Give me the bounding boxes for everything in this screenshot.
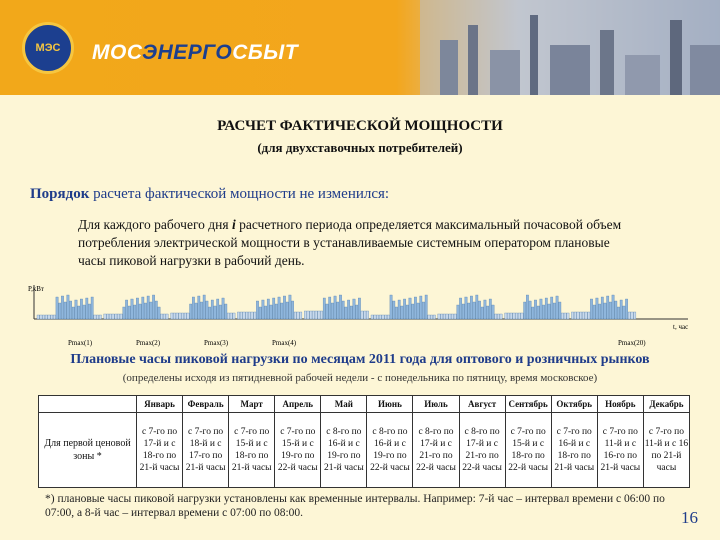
hour-bar (401, 306, 403, 319)
hour-bar (61, 296, 63, 319)
hour-bar (395, 307, 397, 319)
hour-bar (443, 314, 445, 319)
month-header: Январь (137, 396, 183, 413)
hour-bar (59, 303, 61, 319)
hour-bar (56, 297, 58, 319)
hour-bar (590, 299, 592, 319)
hour-bar (318, 311, 320, 319)
hour-bar (312, 311, 314, 319)
hour-bar (112, 314, 114, 319)
hour-bar (262, 300, 264, 319)
hour-bar (291, 301, 293, 319)
hour-bar (94, 315, 96, 319)
table-corner (39, 396, 137, 413)
hour-bar (310, 311, 312, 319)
hour-bar (337, 302, 339, 319)
pmax-label: Pmax(3) (204, 339, 229, 347)
hour-bar (222, 298, 224, 319)
pmax-label: Pmax(4) (272, 339, 297, 347)
hour-bar (553, 303, 555, 319)
hour-bar (109, 314, 111, 319)
hour-bar (545, 298, 547, 319)
hours-cell: с 7-го по 15-й и с 18-го по 22-й часы (505, 413, 551, 488)
hour-bar (267, 299, 269, 319)
hour-bar (382, 315, 384, 319)
hour-bar (484, 300, 486, 319)
hour-bar (609, 302, 611, 319)
hour-bar (457, 305, 459, 319)
hour-bar (115, 314, 117, 319)
month-header: Май (321, 396, 367, 413)
hour-bar (139, 304, 141, 319)
hour-bar (208, 307, 210, 319)
hour-bar (155, 301, 157, 319)
hour-bar (532, 307, 534, 319)
hour-bar (470, 296, 472, 319)
hour-bar (497, 314, 499, 319)
lead-sentence: Порядок расчета фактической мощности не изменился: (30, 186, 390, 202)
hour-bar (72, 307, 74, 319)
hour-bar (486, 306, 488, 319)
hour-bar (152, 295, 154, 319)
hour-bar (134, 305, 136, 319)
hour-bar (585, 312, 587, 319)
hour-bar (406, 305, 408, 319)
hour-bar (601, 297, 603, 319)
hour-bar (195, 303, 197, 319)
slide-title: РАСЧЕТ ФАКТИЧЕСКОЙ МОЩНОСТИ (217, 118, 503, 134)
hour-bar (534, 300, 536, 319)
hour-bar (64, 302, 66, 319)
hour-bar (571, 312, 573, 319)
hour-bar (40, 315, 42, 319)
hour-bar (270, 305, 272, 319)
hour-bar (307, 311, 309, 319)
hour-bar (529, 301, 531, 319)
hour-bar (526, 295, 528, 319)
hour-bar (371, 315, 373, 319)
hour-bar (353, 299, 355, 319)
hour-bar (251, 312, 253, 319)
hour-bar (128, 306, 130, 319)
month-header: Ноябрь (597, 396, 643, 413)
hour-bar (69, 301, 71, 319)
hour-bar (465, 297, 467, 319)
month-header: Февраль (183, 396, 229, 413)
hour-bar (99, 315, 101, 319)
hour-bar (120, 314, 122, 319)
hour-bar (574, 312, 576, 319)
hour-bar (540, 299, 542, 319)
hour-bar (428, 315, 430, 319)
hour-bar (176, 313, 178, 319)
month-header: Сентябрь (505, 396, 551, 413)
hour-bar (473, 302, 475, 319)
hours-cell: с 8-го по 17-й и с 21-го по 22-й часы (413, 413, 459, 488)
hour-bar (75, 300, 77, 319)
hour-bar (147, 296, 149, 319)
hour-bar (361, 311, 363, 319)
hour-bar (300, 312, 302, 319)
hour-bar (510, 313, 512, 319)
hour-bar (374, 315, 376, 319)
hours-cell: с 7-го по 15-й и с 18-го по 21-й часы (229, 413, 275, 488)
hour-bar (438, 314, 440, 319)
month-header: Июль (413, 396, 459, 413)
hour-bar (577, 312, 579, 319)
hour-bar (433, 315, 435, 319)
hour-bar (243, 312, 245, 319)
hour-bar (131, 299, 133, 319)
hour-bar (468, 303, 470, 319)
hour-bar (198, 296, 200, 319)
table-title: Плановые часы пиковой нагрузки по месяцам 2011 года для оптового и розничных рынков (70, 352, 650, 367)
hour-bar (556, 296, 558, 319)
hour-bar (441, 314, 443, 319)
hour-bar (559, 302, 561, 319)
hour-bar (246, 312, 248, 319)
hour-bar (339, 295, 341, 319)
hour-bar (454, 314, 456, 319)
hours-cell: с 7-го по 16-й и с 18-го по 21-й часы (551, 413, 597, 488)
hour-bar (634, 312, 636, 319)
hour-bar (598, 304, 600, 319)
load-profile-diagram (28, 283, 693, 351)
hour-bar (273, 298, 275, 319)
hour-bar (334, 296, 336, 319)
hour-bar (329, 297, 331, 319)
hour-bar (507, 313, 509, 319)
hour-bar (580, 312, 582, 319)
hour-bar (297, 312, 299, 319)
month-header: Август (459, 396, 505, 413)
hour-bar (604, 303, 606, 319)
table-subtitle: (определены исходя из пятидневной рабочей недели - с понедельника по пятницу, время московское) (122, 372, 598, 384)
hour-bar (425, 295, 427, 319)
hour-bar (91, 297, 93, 319)
hours-cell: с 8-го по 16-й и с 19-го по 21-й часы (321, 413, 367, 488)
hour-bar (561, 313, 563, 319)
table-header-row (39, 396, 690, 413)
hour-bar (521, 313, 523, 319)
hour-bar (462, 304, 464, 319)
hour-bar (190, 304, 192, 319)
hour-bar (80, 299, 82, 319)
hour-bar (256, 301, 258, 319)
hour-bar (144, 303, 146, 319)
hour-bar (259, 307, 261, 319)
hour-bar (505, 313, 507, 319)
hour-bar (123, 307, 125, 319)
hour-bar (567, 313, 569, 319)
hour-bar (248, 312, 250, 319)
hour-bar (96, 315, 98, 319)
hour-bar (142, 297, 144, 319)
hour-bar (294, 312, 296, 319)
hour-bar (417, 303, 419, 319)
hour-bar (414, 297, 416, 319)
hour-bar (184, 313, 186, 319)
month-header: Октябрь (551, 396, 597, 413)
hour-bar (240, 312, 242, 319)
hours-cell: с 8-го по 17-й и с 21-го по 22-й часы (459, 413, 505, 488)
hours-cell: с 7-го по 11-й и с 16-го по 21-й часы (597, 413, 643, 488)
hour-bar (203, 295, 205, 319)
hour-bar (171, 313, 173, 319)
hour-bar (233, 313, 235, 319)
hour-bar (283, 296, 285, 319)
hour-bar (489, 299, 491, 319)
hour-bar (596, 298, 598, 319)
hour-bar (86, 298, 88, 319)
hour-bar (422, 302, 424, 319)
hour-bar (181, 313, 183, 319)
hour-bar (625, 299, 627, 319)
hour-bar (593, 305, 595, 319)
hour-bar (206, 301, 208, 319)
hour-bar (264, 306, 266, 319)
hours-cell: с 7-го по 17-й и с 18-го по 21-й часы (137, 413, 183, 488)
hour-bar (515, 313, 517, 319)
hour-bar (617, 307, 619, 319)
hour-bar (45, 315, 47, 319)
hour-bar (492, 305, 494, 319)
hour-bar (449, 314, 451, 319)
hour-bar (125, 300, 127, 319)
hour-bar (230, 313, 232, 319)
hour-bar (551, 297, 553, 319)
month-header: Апрель (275, 396, 321, 413)
hour-bar (495, 314, 497, 319)
hour-bar (237, 312, 239, 319)
hour-bar (331, 303, 333, 319)
hour-bar (478, 301, 480, 319)
hour-bar (385, 315, 387, 319)
x-axis-label: t, час (673, 323, 689, 331)
hour-bar (161, 314, 163, 319)
header-banner (0, 0, 720, 95)
hour-bar (356, 305, 358, 319)
hour-bar (323, 298, 325, 319)
hour-bar (286, 302, 288, 319)
footnote: *) плановые часы пиковой нагрузки установлены как временные интервалы. Например: 7-й час – интервал времени с 06:00 по 07:00, а 8-й час – интервал времени с 07:00 по 08:00. (45, 493, 665, 519)
hour-bar (451, 314, 453, 319)
hour-bar (347, 300, 349, 319)
hour-bar (281, 303, 283, 319)
hour-bar (104, 314, 106, 319)
month-header: Декабрь (643, 396, 689, 413)
pmax-label: Pmax(1) (68, 339, 93, 347)
hour-bar (315, 311, 317, 319)
hour-bar (53, 315, 55, 319)
hour-bar (518, 313, 520, 319)
hour-bar (481, 307, 483, 319)
hour-bar (278, 297, 280, 319)
page-number: 16 (681, 508, 698, 527)
hour-bar (320, 311, 322, 319)
hour-bar (409, 298, 411, 319)
pmax-label: Pmax(20) (618, 339, 646, 347)
hour-bar (51, 315, 53, 319)
company-name: МОСЭНЕРГОСБЫТ (92, 41, 299, 64)
hour-bar (446, 314, 448, 319)
hour-bar (500, 314, 502, 319)
hour-bar (150, 302, 152, 319)
description-paragraph: Для каждого рабочего дня i расчетного периода определяется максимальный почасовой объем потребления электрической мощности в устанавливаемые системным оператором плановые часы пиковой нагрузки в рабочий день. (78, 217, 622, 268)
hour-bar (187, 313, 189, 319)
slide-subtitle: (для двухставочных потребителей) (257, 140, 463, 155)
hour-bar (166, 314, 168, 319)
hour-bar (214, 306, 216, 319)
hour-bar (588, 312, 590, 319)
hour-bar (37, 315, 39, 319)
hour-bar (364, 311, 366, 319)
hour-bar (420, 296, 422, 319)
month-header: Март (229, 396, 275, 413)
hour-bar (564, 313, 566, 319)
hour-bar (225, 304, 227, 319)
hour-bar (227, 313, 229, 319)
hour-bar (192, 297, 194, 319)
month-header: Июнь (367, 396, 413, 413)
hour-bar (376, 315, 378, 319)
hour-bar (607, 296, 609, 319)
pmax-label: Pmax(2) (136, 339, 161, 347)
hour-bar (548, 304, 550, 319)
hour-bar (358, 298, 360, 319)
hour-bar (200, 302, 202, 319)
hour-bar (390, 295, 392, 319)
hours-cell: с 7-го по 15-й и с 19-го по 22-й часы (275, 413, 321, 488)
hour-bar (612, 295, 614, 319)
hour-bar (289, 295, 291, 319)
row-label: Для первой ценовой зоны * (39, 413, 137, 488)
hour-bar (476, 295, 478, 319)
hour-bar (254, 312, 256, 319)
hourly-bars (37, 295, 636, 319)
hour-bar (219, 305, 221, 319)
hour-bar (628, 312, 630, 319)
hour-bar (342, 301, 344, 319)
hour-bar (524, 302, 526, 319)
city-skyline-image (420, 0, 720, 95)
hour-bar (136, 298, 138, 319)
hour-bar (326, 304, 328, 319)
hour-bar (67, 295, 69, 319)
hour-bar (304, 311, 306, 319)
hour-bar (107, 314, 109, 319)
hour-bar (366, 311, 368, 319)
hours-cell: с 7-го по 18-й и с 17-го по 21-й часы (183, 413, 229, 488)
hours-cell: с 8-го по 16-й и с 19-го по 22-й часы (367, 413, 413, 488)
hour-bar (430, 315, 432, 319)
hour-bar (393, 301, 395, 319)
hour-bar (117, 314, 119, 319)
hour-bar (620, 300, 622, 319)
hour-bar (542, 305, 544, 319)
hour-bar (350, 306, 352, 319)
hour-bar (78, 306, 80, 319)
peak-hours-table (38, 395, 690, 488)
hour-bar (379, 315, 381, 319)
hour-bar (48, 315, 50, 319)
company-logo: МЭС (22, 22, 74, 74)
hour-bar (387, 315, 389, 319)
hour-bar (163, 314, 165, 319)
hour-bar (615, 301, 617, 319)
hour-bar (42, 315, 44, 319)
hour-bar (623, 306, 625, 319)
hour-bar (158, 307, 160, 319)
hour-bar (459, 298, 461, 319)
hour-bar (631, 312, 633, 319)
hour-bar (345, 307, 347, 319)
y-axis-label: P,кВт (28, 285, 44, 293)
table-row (39, 413, 690, 488)
hour-bar (398, 300, 400, 319)
hour-bar (275, 304, 277, 319)
hour-bar (88, 304, 90, 319)
hour-bar (412, 304, 414, 319)
hour-bar (211, 300, 213, 319)
hour-bar (537, 306, 539, 319)
hour-bar (403, 299, 405, 319)
hour-bar (83, 305, 85, 319)
hour-bar (217, 299, 219, 319)
hour-bar (513, 313, 515, 319)
hours-cell: с 7-го по 11-й и с 16 по 21-й часы (643, 413, 689, 488)
hour-bar (173, 313, 175, 319)
hour-bar (179, 313, 181, 319)
hour-bar (582, 312, 584, 319)
